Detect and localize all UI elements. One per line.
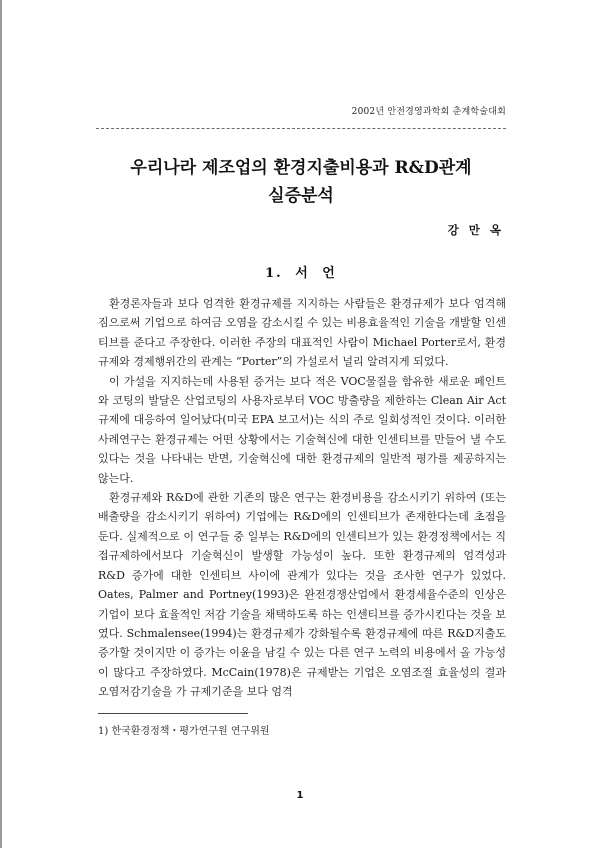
footnote: 1) 한국환경정책・평가연구원 연구위원 [98, 726, 270, 737]
header-rule [96, 128, 506, 129]
scan-edge [0, 0, 2, 848]
paper-title-line-2: 실증분석 [268, 186, 334, 206]
paragraph-2: 이 가설을 지지하는데 사용된 증거는 보다 적은 VOC물질을 함유한 새로운 페인트와 코팅의 발달은 산업코팅의 사용자로부터 VOC 방출량을 제한하는 Clean Air Act 규제에 대응하여 일어났다(미국 EPA 보고서)는 식의 주로 일회성적인 것이다. 이러한 사례연구는 환경규제는 어떤 상황에서는 기술혁신에 대한 인센티브를 만들어 낼 수도 있다는 것을 나타내는 반면, 기술혁신에 대한 환경규제의 일반적 평가를 제공하지는 않는다. [98, 374, 506, 485]
body-text [98, 294, 506, 702]
paper-title-line-1: 우리나라 제조업의 환경지출비용과 R&D관계 [130, 158, 472, 178]
footnote-rule [98, 713, 248, 714]
author-name: 강 만 옥 [447, 223, 504, 237]
page-number: 1 [296, 790, 304, 801]
paragraph-3: 환경규제와 R&D에 관한 기존의 많은 연구는 환경비용을 감소시키기 위하여 (또는 배출량을 감소시키기 위하여) 기업에는 R&D에의 인센티브가 존재한다는데 초점을 둔다. 실제적으로 이 연구들 중 일부는 R&D에의 인센티브가 있는 환경정책에서는 직접규제하에서보다 기술혁신이 발생할 가능성이 높다. 또한 환경규제의 엄격성과 R&D 증가에 대한 인센티브 사이에 관계가 있다는 것을 조사한 연구가 있었다. Oates, Palmer and Portney(1993)은 완전경쟁산업에서 환경세율수준의 인상은 기업이 보다 효율적인 저감 기술을 채택하도록 하는 인센티브를 증가시킨다는 것을 보였다. Schmalensee(1994)는 환경규제가 강화될수록 환경규제에 따른 R&D지출도 증가할 것이지만 이 증가는 이윤을 남길 수 있는 다른 연구 노력의 비용에서 올 가능성이 많다고 주장하였다. McCain(1978)은 규제받는 기업은 오염조절 효율성의 결과오염저감기술을 가 규제기준을 보다 엄격 [98, 491, 506, 699]
section-heading: 1. 서 언 [265, 266, 337, 281]
paragraph-1: 환경론자들과 보다 엄격한 환경규제를 지지하는 사람들은 환경규제가 보다 엄격해 짐으로써 기업으로 하여금 오염을 감소시킬 수 있는 비용효율적인 기술을 개발할 인센티브를 준다고 주장한다. 이러한 주장의 대표적인 사람이 Michael Porter로서, 환경규제와 경제행위간의 관계는 “Porter”의 가설로서 널리 알려지게 되었다. [98, 297, 506, 369]
running-header: 2002년 안전경영과학회 춘계학술대회 [351, 107, 506, 117]
